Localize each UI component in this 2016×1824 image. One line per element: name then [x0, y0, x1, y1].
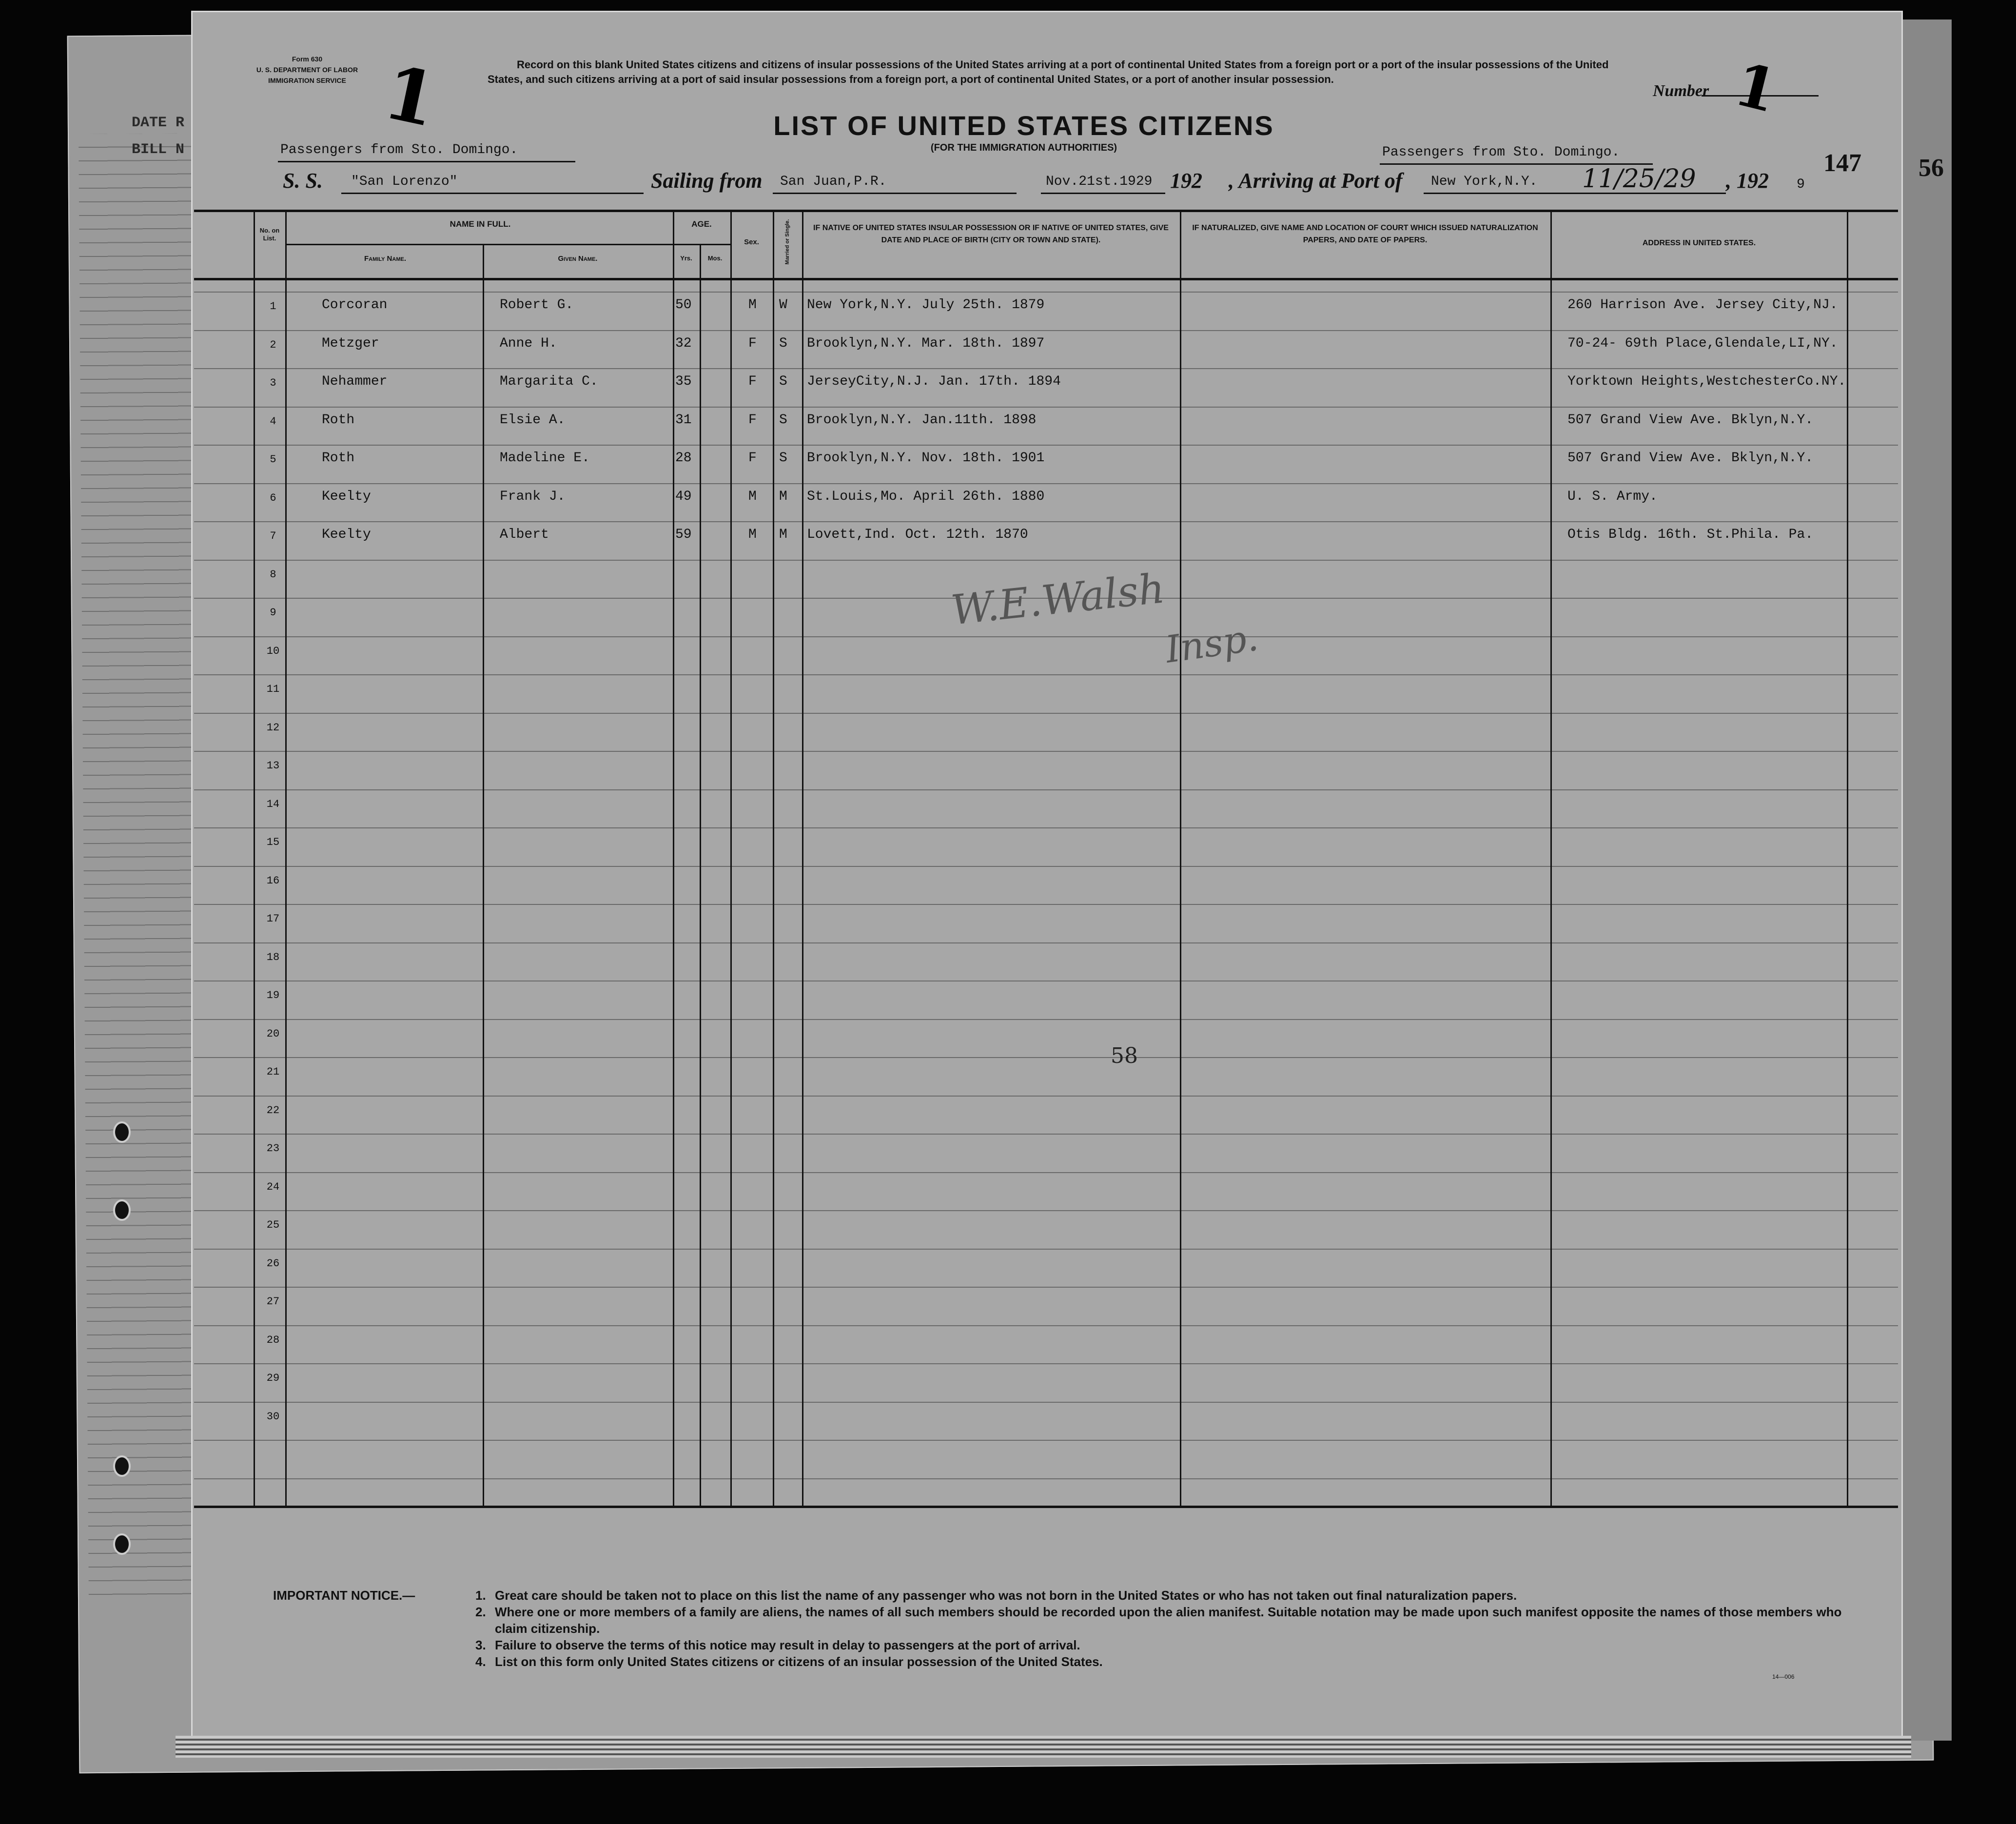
cell-given: Elsie A. [500, 412, 566, 428]
row-number: 21 [266, 1066, 280, 1078]
arriving-label: , Arriving at Port of [1229, 169, 1403, 193]
header-sex: Sex. [744, 238, 759, 246]
year-prefix-2: , 192 [1726, 169, 1769, 193]
row-rule [194, 330, 1898, 331]
header-address: ADDRESS IN UNITED STATES. [1642, 239, 1756, 247]
cell-yrs: 50 [675, 297, 692, 313]
cell-sex: M [748, 489, 757, 504]
notice-items [475, 1587, 1855, 1670]
cell-sex: F [748, 374, 757, 389]
row-rule [194, 904, 1898, 905]
row-rule [194, 1402, 1898, 1403]
cell-family: Roth [322, 412, 355, 428]
binder-hole [113, 1533, 131, 1555]
notice-lead: IMPORTANT NOTICE.— [273, 1588, 415, 1603]
row-rule [194, 1096, 1898, 1097]
number-value: 1 [1728, 49, 1784, 127]
sailing-date: Nov.21st.1929 [1046, 174, 1153, 189]
arrival-date-handwritten: 11/25/29 [1582, 164, 1696, 194]
row-number: 15 [266, 836, 280, 848]
row-number: 16 [266, 874, 280, 887]
row-rule [194, 1057, 1898, 1058]
notice-item-number: 3. [475, 1638, 486, 1652]
column-divider [673, 210, 674, 1507]
row-number: 12 [266, 721, 280, 734]
row-number: 22 [266, 1104, 280, 1117]
ship-name: "San Lorenzo" [351, 174, 458, 189]
cell-yrs: 28 [675, 451, 692, 466]
cell-address: U. S. Army. [1567, 489, 1658, 504]
row-rule [194, 521, 1898, 522]
column-divider [700, 244, 701, 1507]
page-edge [1901, 20, 1952, 1741]
manifest-sheet [193, 12, 1901, 1748]
row-number: 11 [266, 683, 280, 695]
cell-family: Metzger [322, 335, 379, 351]
inspector-title: Insp. [1162, 615, 1261, 671]
row-number: 19 [266, 989, 280, 1001]
column-divider [773, 210, 774, 1507]
passengers-from-left: Passengers from Sto. Domingo. [280, 142, 518, 157]
cell-family: Corcoran [322, 297, 388, 313]
row-rule [194, 292, 1898, 293]
cell-yrs: 32 [675, 335, 692, 351]
row-rule [194, 751, 1898, 752]
sailing-from-port: San Juan,P.R. [780, 174, 887, 189]
service-name: IMMIGRATION SERVICE [268, 77, 346, 84]
page-title: LIST OF UNITED STATES CITIZENS [773, 110, 1274, 141]
cell-sex: F [748, 335, 757, 351]
binder-hole [113, 1121, 131, 1143]
row-rule [194, 827, 1898, 828]
notice-item-number: 4. [475, 1654, 486, 1669]
column-divider [730, 210, 732, 1507]
row-rule [194, 560, 1898, 561]
row-rule [194, 674, 1898, 675]
cell-ms: M [779, 489, 787, 504]
record-instructions: Record on this blank United States citizens and citizens of insular possessions of the United States arriving at a port of continental United States from a foreign port or a port of the insular possessions of the United States, and such citizens arriving at a port of said insular possessions from a foreign port, a port of continental United States, or a port of another insular possession. [488, 59, 1609, 85]
cell-birth: Lovett,Ind. Oct. 12th. 1870 [807, 527, 1028, 542]
row-rule [194, 789, 1898, 790]
row-rule [194, 713, 1898, 714]
row-number: 10 [266, 645, 280, 657]
cell-given: Frank J. [500, 489, 566, 504]
cell-birth: Brooklyn,N.Y. Jan.11th. 1898 [807, 412, 1037, 428]
inspector-signature: W.E.Walsh [949, 564, 1167, 634]
cell-address: 260 Harrison Ave. Jersey City,NJ. [1567, 297, 1838, 313]
header-no-on-list: No. on List. [259, 227, 280, 242]
row-number: 5 [270, 453, 276, 466]
notice-item-text: Where one or more members of a family are aliens, the names of all such members should be recorded upon the alien manifest. Suitable notation may be made upon such manifest opposite the names of those members who claim citizenship. [495, 1605, 1842, 1636]
cell-birth: St.Louis,Mo. April 26th. 1880 [807, 489, 1045, 504]
year-prefix-1: 192 [1170, 169, 1202, 193]
row-rule [194, 1249, 1898, 1250]
row-number: 7 [270, 530, 276, 542]
column-divider [1180, 210, 1181, 1507]
header-age-years: Yrs. [680, 255, 692, 262]
row-number: 27 [266, 1295, 280, 1308]
row-rule [194, 407, 1898, 408]
cell-given: Anne H. [500, 335, 557, 351]
cell-sex: F [748, 451, 757, 466]
passengers-underline-left [278, 161, 575, 162]
row-rule [194, 483, 1898, 484]
row-rule [194, 866, 1898, 867]
row-rule [194, 1210, 1898, 1211]
cell-address: 507 Grand View Ave. Bklyn,N.Y. [1567, 451, 1814, 466]
cell-sex: F [748, 412, 757, 428]
back-sheet-label-date: DATE R [132, 115, 185, 131]
cell-address: Otis Bldg. 16th. St.Phila. Pa. [1567, 527, 1814, 542]
ss-label: S. S. [283, 169, 323, 193]
back-sheet-label-bill: BILL N [132, 141, 185, 158]
arriving-port: New York,N.Y. [1431, 174, 1538, 189]
year-suffix-2: 9 [1797, 177, 1805, 192]
row-number: 1 [270, 300, 276, 313]
cell-family: Nehammer [322, 374, 388, 389]
cell-ms: S [779, 412, 787, 428]
cell-address: 507 Grand View Ave. Bklyn,N.Y. [1567, 412, 1814, 428]
cell-ms: S [779, 335, 787, 351]
row-number: 9 [270, 607, 276, 619]
row-number: 3 [270, 377, 276, 389]
column-divider [1847, 210, 1848, 1507]
notice-item-number: 1. [475, 1588, 486, 1603]
cell-ms: S [779, 451, 787, 466]
cell-ms: M [779, 527, 787, 542]
cell-birth: New York,N.Y. July 25th. 1879 [807, 297, 1045, 313]
cell-given: Madeline E. [500, 451, 590, 466]
row-rule [194, 368, 1898, 369]
row-number: 30 [266, 1410, 280, 1423]
row-number: 28 [266, 1334, 280, 1346]
row-rule [194, 1134, 1898, 1135]
row-number: 13 [266, 760, 280, 772]
cell-ms: S [779, 374, 787, 389]
header-naturalization: IF NATURALIZED, GIVE NAME AND LOCATION OF COURT WHICH ISSUED NATURALIZATION PAPERS, AND DATE OF PAPERS. [1192, 224, 1538, 244]
cell-address: 70-24- 69th Place,Glendale,LI,NY. [1567, 335, 1838, 351]
header-place-of-birth: IF NATIVE OF UNITED STATES INSULAR POSSESSION OR IF NATIVE OF UNITED STATES, GIVE DATE AND PLACE OF BIRTH (CITY OR TOWN AND STATE). [813, 224, 1169, 244]
cell-given: Margarita C. [500, 374, 598, 389]
notice-item [475, 1653, 1855, 1670]
header-family-name: Family Name. [364, 255, 406, 263]
cell-yrs: 59 [675, 527, 692, 542]
row-number: 2 [270, 338, 276, 351]
row-number: 18 [266, 951, 280, 963]
page-number: 147 [1823, 149, 1861, 177]
handwritten-list-number: 1 [376, 49, 445, 144]
row-rule [194, 445, 1898, 446]
table-bottom-rule [194, 1506, 1898, 1508]
notice-item-number: 2. [475, 1605, 486, 1619]
arrival-underline [1424, 193, 1726, 194]
notice-item-text: List on this form only United States citizens or citizens of an insular possession of the United States. [495, 1654, 1103, 1669]
row-number: 25 [266, 1219, 280, 1231]
stamp-number: 58 [1111, 1043, 1138, 1068]
cell-family: Roth [322, 451, 355, 466]
row-number: 6 [270, 491, 276, 504]
cell-birth: JerseyCity,N.J. Jan. 17th. 1894 [807, 374, 1061, 389]
stacked-sheets-bottom [176, 1736, 1911, 1758]
column-divider [802, 210, 803, 1507]
edge-number: 56 [1918, 154, 1944, 182]
row-number: 23 [266, 1142, 280, 1155]
page-subtitle: (FOR THE IMMIGRATION AUTHORITIES) [930, 142, 1117, 153]
cell-ms: W [779, 297, 787, 313]
table-header-rule [194, 278, 1898, 280]
row-number: 8 [270, 568, 276, 581]
cell-birth: Brooklyn,N.Y. Mar. 18th. 1897 [807, 335, 1045, 351]
header-name-in-full: NAME IN FULL. [450, 219, 511, 229]
cell-birth: Brooklyn,N.Y. Nov. 18th. 1901 [807, 451, 1045, 466]
form-identifier [244, 54, 371, 86]
cell-sex: M [748, 527, 757, 542]
row-rule [194, 1287, 1898, 1288]
row-rule [194, 1478, 1898, 1479]
cell-yrs: 35 [675, 374, 692, 389]
cell-family: Keelty [322, 527, 371, 542]
cell-given: Albert [500, 527, 549, 542]
row-number: 29 [266, 1372, 280, 1384]
age-subheader-rule [673, 244, 730, 245]
date-underline [1041, 193, 1165, 194]
ship-underline [341, 193, 644, 194]
header-given-name: Given Name. [558, 255, 598, 263]
form-code: 14—006 [1772, 1673, 1795, 1680]
cell-sex: M [748, 297, 757, 313]
department-name: U. S. DEPARTMENT OF LABOR [256, 66, 358, 74]
row-rule [194, 636, 1898, 637]
row-number: 14 [266, 798, 280, 810]
row-number: 24 [266, 1180, 280, 1193]
row-number: 17 [266, 913, 280, 925]
table-top-rule [194, 210, 1898, 212]
sailing-underline [773, 193, 1017, 194]
name-subheader-rule [285, 244, 673, 245]
cell-family: Keelty [322, 489, 371, 504]
form-number: Form 630 [292, 55, 323, 63]
notice-item-text: Great care should be taken not to place on this list the name of any passenger who was not born in the United States or who has not taken out final naturalization papers. [495, 1588, 1517, 1603]
header-age: AGE. [691, 219, 712, 229]
row-number: 4 [270, 415, 276, 428]
cell-address: Yorktown Heights,WestchesterCo.NY. [1567, 374, 1846, 389]
header-married-single: Married or Single. [784, 219, 790, 265]
row-rule [194, 1440, 1898, 1441]
column-divider [254, 210, 255, 1507]
notice-item [475, 1637, 1855, 1653]
binder-hole [113, 1199, 131, 1221]
binder-hole [113, 1455, 131, 1477]
notice-item-text: Failure to observe the terms of this notice may result in delay to passengers at the port of arrival. [495, 1638, 1080, 1652]
number-label: Number [1653, 82, 1709, 100]
header-age-months: Mos. [707, 255, 723, 262]
cell-yrs: 49 [675, 489, 692, 504]
row-rule [194, 1363, 1898, 1364]
row-number: 26 [266, 1257, 280, 1270]
sailing-from-label: Sailing from [651, 169, 763, 193]
row-rule [194, 1325, 1898, 1326]
passengers-from-right: Passengers from Sto. Domingo. [1382, 145, 1620, 160]
row-rule [194, 942, 1898, 943]
notice-item [475, 1604, 1855, 1637]
column-divider [483, 244, 484, 1507]
column-divider [1550, 210, 1552, 1507]
row-number: 20 [266, 1027, 280, 1040]
column-divider [285, 210, 287, 1507]
cell-yrs: 31 [675, 412, 692, 428]
row-rule [194, 1019, 1898, 1020]
notice-item [475, 1587, 1855, 1604]
cell-given: Robert G. [500, 297, 574, 313]
row-rule [194, 1172, 1898, 1173]
